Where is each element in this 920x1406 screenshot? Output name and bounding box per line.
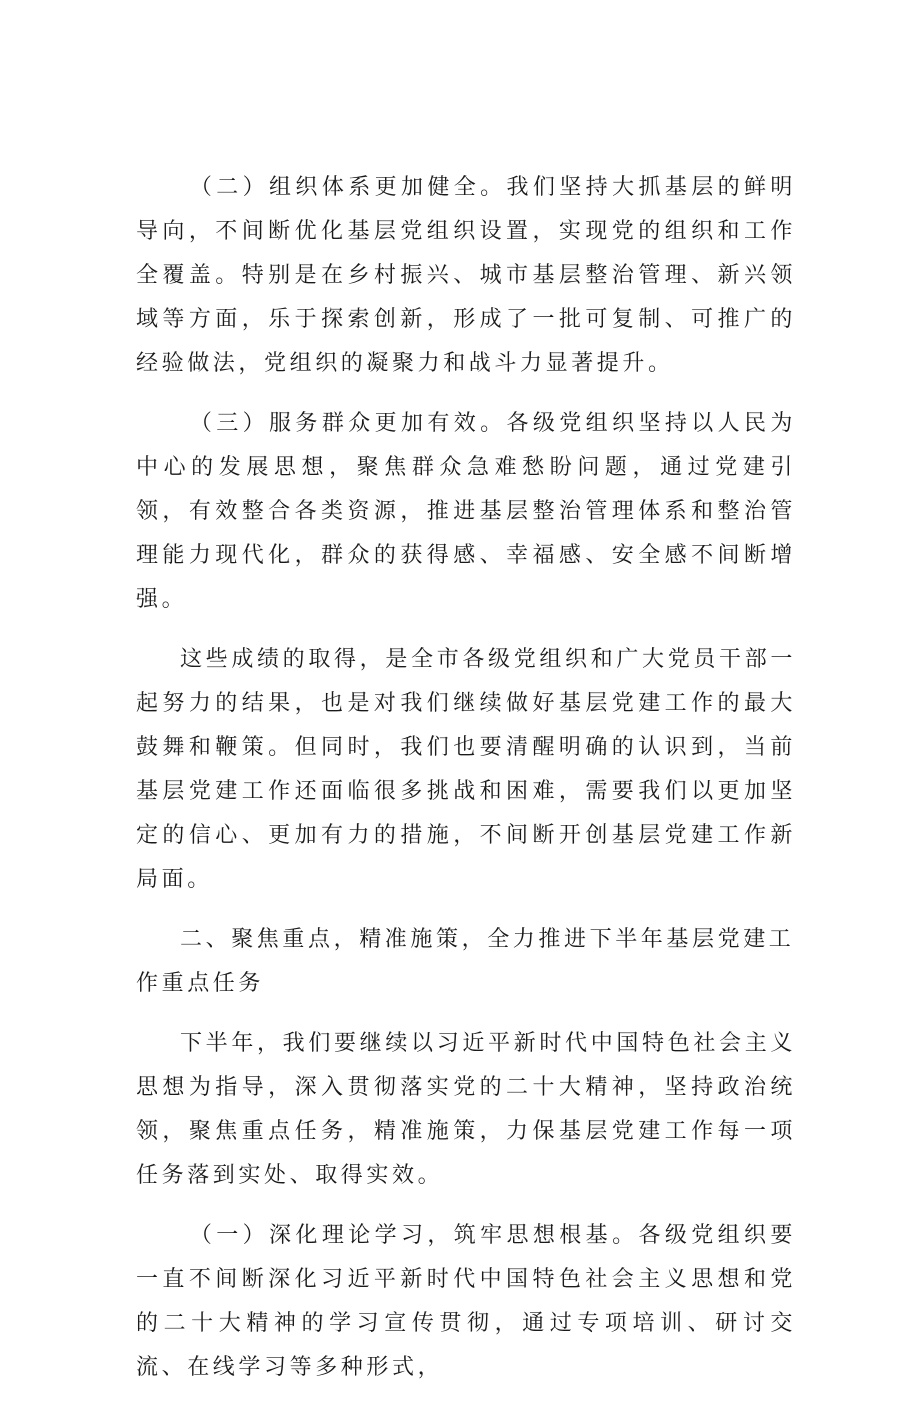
document-body [136,166,796,1406]
paragraph-second-half-plan: 下半年，我们要继续以习近平新时代中国特色社会主义思想为指导，深入贯彻落实党的二十大精神，坚持政治统领，聚焦重点任务，精准施策，力保基层党建工作每一项任务落到实处、取得实效。 [136,1031,796,1188]
section-heading-two: 二、聚焦重点，精准施策，全力推进下半年基层党建工作重点任务 [136,927,795,996]
paragraph-serving-masses: （三）服务群众更加有效。各级党组织坚持以人民为中心的发展思想，聚焦群众急难愁盼问题，通过党建引领，有效整合各类资源，推进基层整治管理体系和整治管理能力现代化，群众的获得感、幸福感、安全感不间断增强。 [136,411,796,612]
paragraph-achievements-summary: 这些成绩的取得，是全市各级党组织和广大党员干部一起努力的结果，也是对我们继续做好基层党建工作的最大鼓舞和鞭策。但同时，我们也要清醒明确的认识到，当前基层党建工作还面临很多挑战和困难，需要我们以更加坚定的信心、更加有力的措施，不间断开创基层党建工作新局面。 [136,647,796,892]
paragraph-organization-system: （二）组织体系更加健全。我们坚持大抓基层的鲜明导向，不间断优化基层党组织设置，实现党的组织和工作全覆盖。特别是在乡村振兴、城市基层整治管理、新兴领域等方面，乐于探索创新，形成了一批可复制、可推广的经验做法，党组织的凝聚力和战斗力显著提升。 [136,175,796,376]
paragraph-theory-study: （一）深化理论学习，筑牢思想根基。各级党组织要一直不间断深化习近平新时代中国特色社会主义思想和党的二十大精神的学习宣传贯彻，通过专项培训、研讨交流、在线学习等多种形式， [136,1223,796,1380]
